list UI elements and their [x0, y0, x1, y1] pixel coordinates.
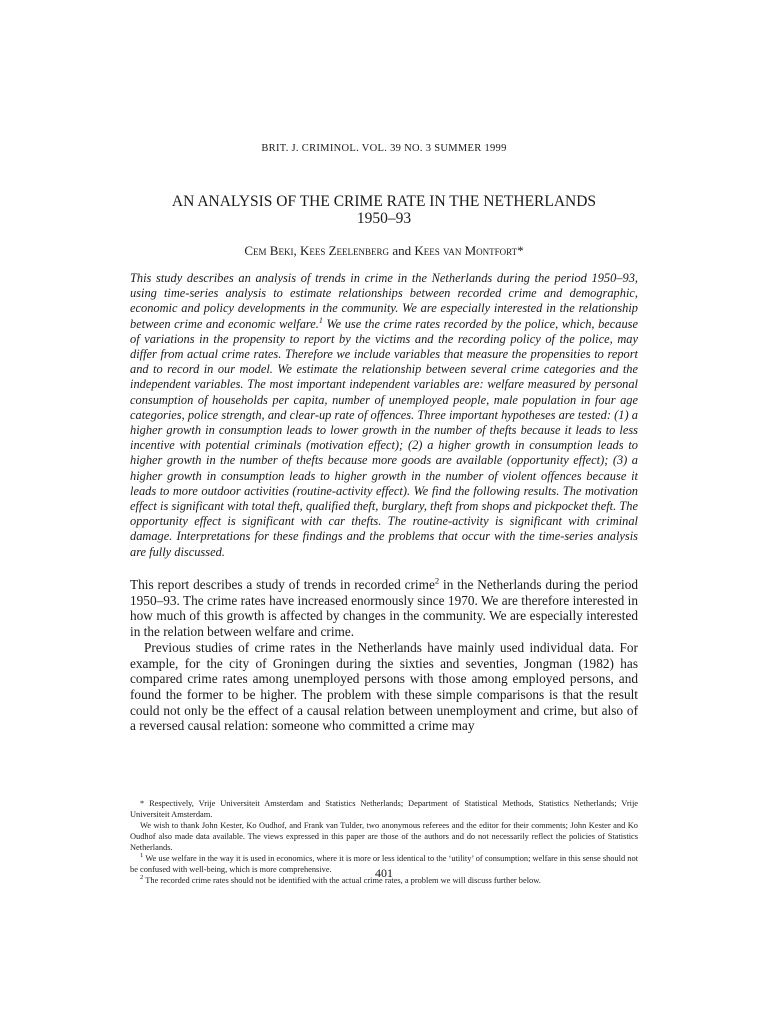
body-footnote-ref[interactable]: 2 — [434, 575, 440, 586]
abstract-text-a: This study describes an analysis of trends in crime in the Netherlands during the period 1950–93, using time-series analysis to estimate relationships between recorded crime and demographic, economic and policy developments in the community. We are especially interested in the relationship between crime and economic welfare. — [130, 271, 638, 331]
author-and: and — [389, 243, 415, 258]
body-text — [130, 577, 638, 734]
page-number: 401 — [375, 866, 393, 880]
author-names: Cem Beki, Kees Zeelenberg — [244, 243, 390, 258]
footnote-1-marker: 1 — [140, 852, 144, 860]
article-title — [130, 193, 638, 227]
running-head: BRIT. J. CRIMINOL. VOL. 39 NO. 3 SUMMER 1999 — [261, 143, 507, 154]
body-paragraph-2: Previous studies of crime rates in the Netherlands have mainly used individual data. For example, for the city of Groningen during the sixties and seventies, Jongman (1982) has compared crime rates among unemployed persons with those among employed persons, and found the former to be higher. The problem with these simple comparisons is that the result could not only be the effect of a causal relation between unemployment and crime, but also of a reversed causal relation: someone who committed a crime may — [130, 639, 638, 734]
body-p1-text-b: in the Netherlands during the period 1950–93. The crime rates have increased enormously since 1970. We are therefore interested in how much of this growth is affected by changes in the community. We are especially interested in the relation between welfare and crime. — [130, 577, 638, 640]
author-last: Kees van Montfort — [414, 243, 518, 258]
footnote-1-text: We use welfare in the way it is used in economics, where it is more or less identical to the ‘utility’ of consumption; welfare in this sense should not be confused with well-being, which is more comprehensive. — [130, 854, 638, 874]
title-line-2: 1950–93 — [356, 210, 412, 227]
author-footnote-marker: * — [517, 243, 524, 258]
abstract — [130, 271, 638, 560]
abstract-footnote-ref[interactable]: 1 — [318, 315, 323, 325]
footnote-2-marker: 2 — [140, 874, 144, 882]
body-paragraph-1 — [130, 577, 638, 640]
footnote-affiliation: * Respectively, Vrije Universiteit Amsterdam and Statistics Netherlands; Department of Statistical Methods, Statistics Netherlands; Vrije Universiteit Amsterdam. — [130, 799, 638, 819]
author-line — [0, 243, 768, 259]
abstract-text-b: We use the crime rates recorded by the police, which, because of variations in the propensity to report by the victims and the recording policy of the police, may differ from actual crime rates. Therefore we include variables that measure the propensities to report and to record in our model. We estimate the relationship between several crime categories and the independent variables. The most important independent variables are: welfare measured by personal consumption of households per capita, number of unemployed people, male population in four age categories, police strength, and clear-up rate of offences. Three important hypotheses are tested: (1) a higher growth in consumption leads to lower growth in the number of thefts because it leads to less incentive with potential criminals (motivation effect); (2) a higher growth in consumption leads to higher growth in the number of thefts because more goods are available (opportunity effect); (3) a higher growth in consumption leads to higher growth in the number of violent offences because it leads to more outdoor activities (routine-activity effect). We find the following results. The motivation effect is significant with total theft, qualified theft, burglary, theft from shops and pickpocket theft. The opportunity effect is significant with car thefts. The routine-activity is significant with criminal damage. Interpretations for these findings and the problems that occur with the time-series analysis are fully discussed. — [130, 316, 638, 559]
footnote-acknowledgements: We wish to thank John Kester, Ko Oudhof, and Frank van Tulder, two anonymous referees and the editor for their comments; John Kester and Ko Oudhof also made data available. The views expressed in this paper are those of the authors and do not necessarily reflect the policies of Statistics Netherlands. — [130, 821, 638, 852]
footnote-2-text: The recorded crime rates should not be identified with the actual crime rates, a problem we will discuss further below. — [143, 876, 541, 885]
title-line-1: AN ANALYSIS OF THE CRIME RATE IN THE NETHERLANDS — [171, 193, 597, 210]
body-p1-text-a: This report describes a study of trends in recorded crime — [130, 577, 435, 592]
